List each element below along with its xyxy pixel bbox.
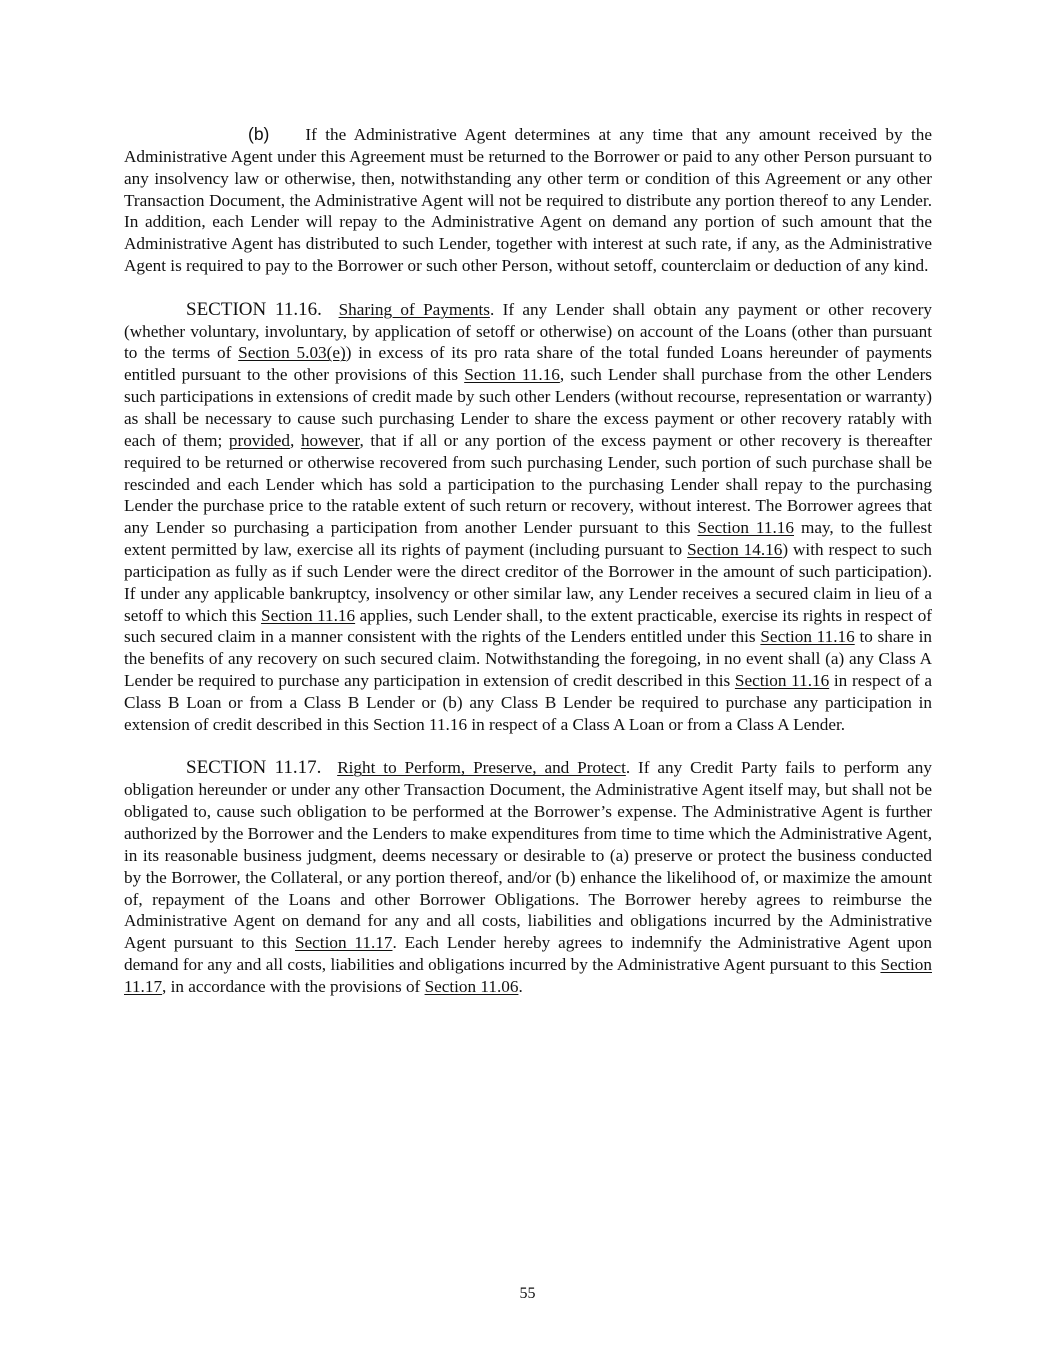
document-body: [124, 124, 932, 1020]
section-reference: Section 11.16: [734, 671, 830, 691]
section-number: SECTION 11.17.: [186, 757, 322, 779]
section-11-16: SECTION 11.16. Sharing of Payments. If any Lender shall obtain any payment or other recovery (whether voluntary, involuntary, by application of setoff or otherwise) on account of the Loans (other than pursuant to the terms of Section 5.03(e)) in excess of its pro rata share of the total funded Loans hereunder of payments entitled pursuant to the other provisions of this Section 11.16, such Lender shall purchase from the other Lenders such participations in extensions of credit made by such other Lenders (without recourse, representation or warranty) as shall be necessary to cause such purchasing Lender to share the excess payment or other recovery ratably with each of them; provided, however, that if all or any portion of the excess payment or other recovery is thereafter required to be returned or otherwise recovered from such purchasing Lender, such portion of such purchase shall be rescinded and each Lender which has sold a participation to the purchasing Lender shall repay to the purchasing Lender the purchase price to the ratable extent of such return or recovery, without interest. The Borrower agrees that any Lender so purchasing a participation from another Lender pursuant to this Section 11.16 may, to the fullest extent permitted by law, exercise all its rights of payment (including pursuant to Section 14.16) with respect to such participation as fully as if such Lender were the direct creditor of the Borrower in the amount of such participation). If under any applicable bankruptcy, insolvency or other similar law, any Lender receives a secured claim in lieu of a setoff to which this Section 11.16 applies, such Lender shall, to the extent practicable, exercise its rights in respect of such secured claim in a manner consistent with the rights of the Lenders entitled under this Section 11.16 to share in the benefits of any recovery on such secured claim. Notwithstanding the foregoing, in no event shall (a) any Class A Lender be required to purchase any participation in extension of credit described in this Section 11.16 in respect of a Class B Loan or from a Class B Lender or (b) any Class B Lender be required to purchase any participation in extension of credit described in this Section 11.16 in respect of a Class A Loan or from a Class A Lender.: [124, 298, 933, 734]
section-reference: Section 11.16: [464, 365, 560, 385]
section-title: Right to Perform, Preserve, and Protect: [337, 758, 626, 778]
paragraph-label: (b): [248, 124, 270, 144]
section-reference: Section 11.17: [124, 955, 932, 996]
section-reference: Section 11.16: [760, 627, 855, 647]
section-reference: Section 11.17: [294, 933, 393, 953]
however-term: however: [300, 430, 360, 450]
section-number: SECTION 11.16.: [186, 298, 322, 320]
section-11-17: SECTION 11.17. Right to Perform, Preserve, and Protect. If any Credit Party fails to perform any obligation hereunder or under any other Transaction Document, the Administrative Agent itself may, but shall not be obligated to, cause such obligation to be performed at the Borrower’s expense. The Administrative Agent is further authorized by the Borrower and the Lenders to make expenditures from time to time which the Administrative Agent, in its reasonable business judgment, deems necessary or desirable to (a) preserve or protect the business conducted by the Borrower, the Collateral, or any portion thereof, and/or (b) enhance the likelihood of, or maximize the amount of, repayment of the Loans and other Borrower Obligations. The Borrower hereby agrees to reimburse the Administrative Agent on demand for any and all costs, liabilities and obligations incurred by the Administrative Agent pursuant to this Section 11.17. Each Lender hereby agrees to indemnify the Administrative Agent upon demand for any and all costs, liabilities and obligations incurred by the Administrative Agent pursuant to this Section 11.17, in accordance with the provisions of Section 11.06.: [124, 757, 932, 996]
section-reference: Section 14.16: [687, 540, 783, 560]
section-reference: Section 11.06: [424, 976, 519, 996]
provided-term: provided: [228, 430, 290, 450]
section-title: Sharing of Payments: [338, 299, 490, 319]
section-reference: Section 5.03(e): [238, 343, 346, 363]
page-number: 55: [519, 1285, 536, 1302]
paragraph-text: If the Administrative Agent determines at any time that any amount received by the Administrative Agent under this Agreement must be returned to the Borrower or paid to any other Person pursuant to any insolvency law or otherwise, then, notwithstanding any other term or condition of this Agreement or any other Transaction Document, the Administrative Agent will not be required to distribute any portion thereof to any Lender. In addition, each Lender will repay to the Administrative Agent on demand any portion of such amount that the Administrative Agent has distributed to such Lender, together with interest at such rate, if any, as the Administrative Agent is required to pay to the Borrower or such other Person, without setoff, counterclaim or deduction of any kind.: [124, 125, 932, 276]
paragraph-b: [124, 124, 932, 277]
section-reference: Section 11.16: [697, 518, 794, 538]
section-reference: Section 11.16: [261, 605, 356, 625]
